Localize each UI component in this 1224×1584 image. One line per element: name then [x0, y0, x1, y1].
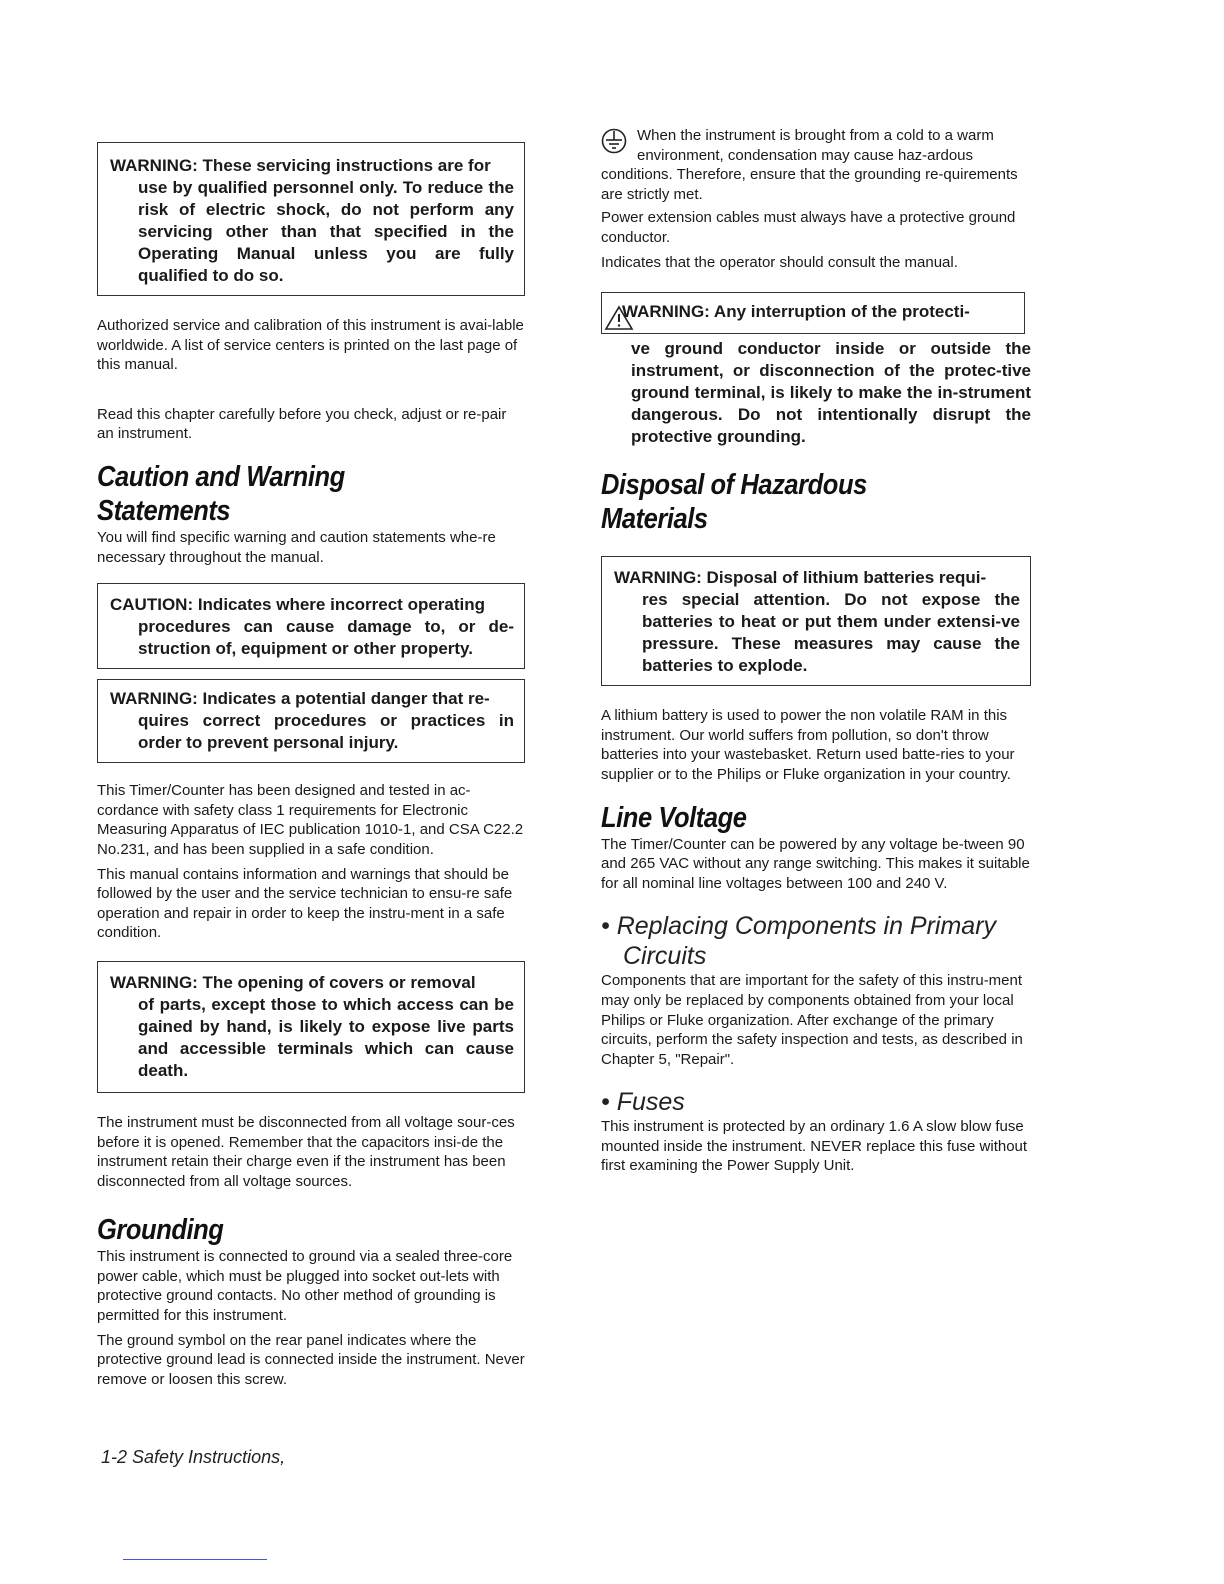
right-column — [601, 126, 1031, 1176]
para-disconnect: The instrument must be disconnected from all voltage sour-ces before it is opened. Remember that the capacitors insi-de the instrument retain their charge even if the instrument has been disconnected from all voltage sources. — [97, 1113, 515, 1190]
warning-covers-rest: of parts, except those to which access can be gained by hand, is likely to expose live parts and accessible terminals which can cause death. — [138, 994, 514, 1080]
sub-replacing — [601, 911, 1031, 971]
caution-rest: procedures can cause damage to, or de-struction of, equipment or other property. — [138, 617, 514, 659]
warning-injury-rest: quires correct procedures or practices in order to prevent personal injury. — [138, 711, 514, 753]
sub-replacing-line2: Circuits — [623, 942, 707, 971]
para-components: Components that are important for the safety of this instru-ment may only be replaced by components obtained from your local Philips or Fluke organization. After exchange of the primary circuits, perform the safety inspection and tests, as described in Chapter 5, "Repair". — [601, 972, 1023, 1068]
para-designed: This Timer/Counter has been designed and tested in ac-cordance with safety class 1 requirements for Electronic Measuring Apparatus of IEC publication 1010-1, and CSA C22.2 No.231, and has been supplied in a safe condition. — [97, 782, 524, 858]
heading-grounding: Grounding — [97, 1214, 224, 1247]
warning-injury-box — [97, 679, 525, 763]
sub-replacing-line1: • Replacing Components in Primary — [601, 912, 997, 941]
warning-injury-first: WARNING: Indicates a potential danger that re- — [110, 689, 490, 709]
warning-protective-block — [601, 292, 1031, 448]
para-manual: This manual contains information and warnings that should be followed by the user and the service technician to ensu-re safe operation and repair in order to keep the instru-ment in a safe condition. — [97, 865, 513, 942]
caution-first: CAUTION: Indicates where incorrect operating — [110, 595, 486, 615]
footer-rule — [123, 1559, 267, 1560]
page-footer: 1-2 Safety Instructions, — [101, 1447, 286, 1467]
caution-box — [97, 583, 525, 669]
warning-protective-firstline-box — [601, 292, 1025, 334]
para-authorized: Authorized service and calibration of this instrument is avai-lable worldwide. A list of service centers is printed on the last page of this manual. — [97, 317, 524, 374]
warning-servicing-first: WARNING: These servicing instructions are for — [110, 156, 491, 175]
warning-lithium-first: WARNING: Disposal of lithium batteries requi- — [614, 568, 987, 588]
sub-fuses: • Fuses — [601, 1088, 685, 1117]
warning-protective-rest: ve ground conductor inside or outside the instrument, or disconnection of the protec-tive ground terminal, is likely to make the in-strument dangerous. Do not intentionally disrupt the protective grounding. — [631, 339, 1031, 447]
ground-symbol-icon — [601, 128, 627, 154]
heading-caution-warning: Caution and Warning Statements — [97, 460, 345, 527]
left-column — [97, 142, 525, 1389]
warning-servicing-box — [97, 142, 525, 296]
warning-covers-box — [97, 961, 525, 1093]
para-ground1: This instrument is connected to ground via a sealed three-core power cable, which must be plugged into socket out-lets with protective ground contacts. No other method of grounding is permitted for this instrument. — [97, 1248, 513, 1325]
para-line-voltage: The Timer/Counter can be powered by any voltage be-tween 90 and 265 VAC without any range switching. This makes it suitable for all nominal line voltages between 100 and 240 V. — [601, 835, 1030, 892]
warning-covers-first: WARNING: The opening of covers or removal — [110, 972, 476, 992]
heading-line-voltage: Line Voltage — [601, 801, 747, 834]
para-lithium: A lithium battery is used to power the non volatile RAM in this instrument. Our world suffers from pollution, so don't throw batteries into your wastebasket. Return used batte-ries to your supplier or to the Philips or Fluke organization in your country. — [601, 707, 1015, 783]
para-cold: When the instrument is brought from a cold to a warm environment, condensation may cause haz-ardous conditions. Therefore, ensure that the grounding re-quirements are strictly met. — [601, 127, 1018, 203]
para-extension: Power extension cables must always have a protective ground conductor. — [601, 209, 1016, 246]
para-read: Read this chapter carefully before you check, adjust or re-pair an instrument. — [97, 405, 507, 443]
para-ground2: The ground symbol on the rear panel indicates where the protective ground lead is connected inside the instrument. Never remove or loosen this screw. — [97, 1331, 525, 1388]
para-fuses: This instrument is protected by an ordinary 1.6 A slow blow fuse mounted inside the instrument. NEVER replace this fuse without first examining the Power Supply Unit. — [601, 1118, 1028, 1175]
ground-symbol-paragraph — [601, 126, 1031, 204]
para-specific: You will find specific warning and caution statements whe-re necessary throughout the manual. — [97, 528, 496, 566]
warning-protective-first: WARNING: Any interruption of the protecti- — [622, 302, 970, 322]
warning-protective-rest-wrap — [601, 334, 1031, 448]
warning-servicing-rest: use by qualified personnel only. To reduce the risk of electric shock, do not perform any servicing other than that specified in the Operating Manual unless you are fully qualified to do so. — [138, 178, 514, 285]
heading-disposal: Disposal of Hazardous Materials — [601, 469, 867, 536]
warning-lithium-rest: res special attention. Do not expose the batteries to heat or put them under extensi-ve pressure. These measures may cause the batteries to explode. — [642, 590, 1020, 676]
para-consult: Indicates that the operator should consult the manual. — [601, 253, 958, 271]
warning-lithium-box — [601, 556, 1031, 686]
